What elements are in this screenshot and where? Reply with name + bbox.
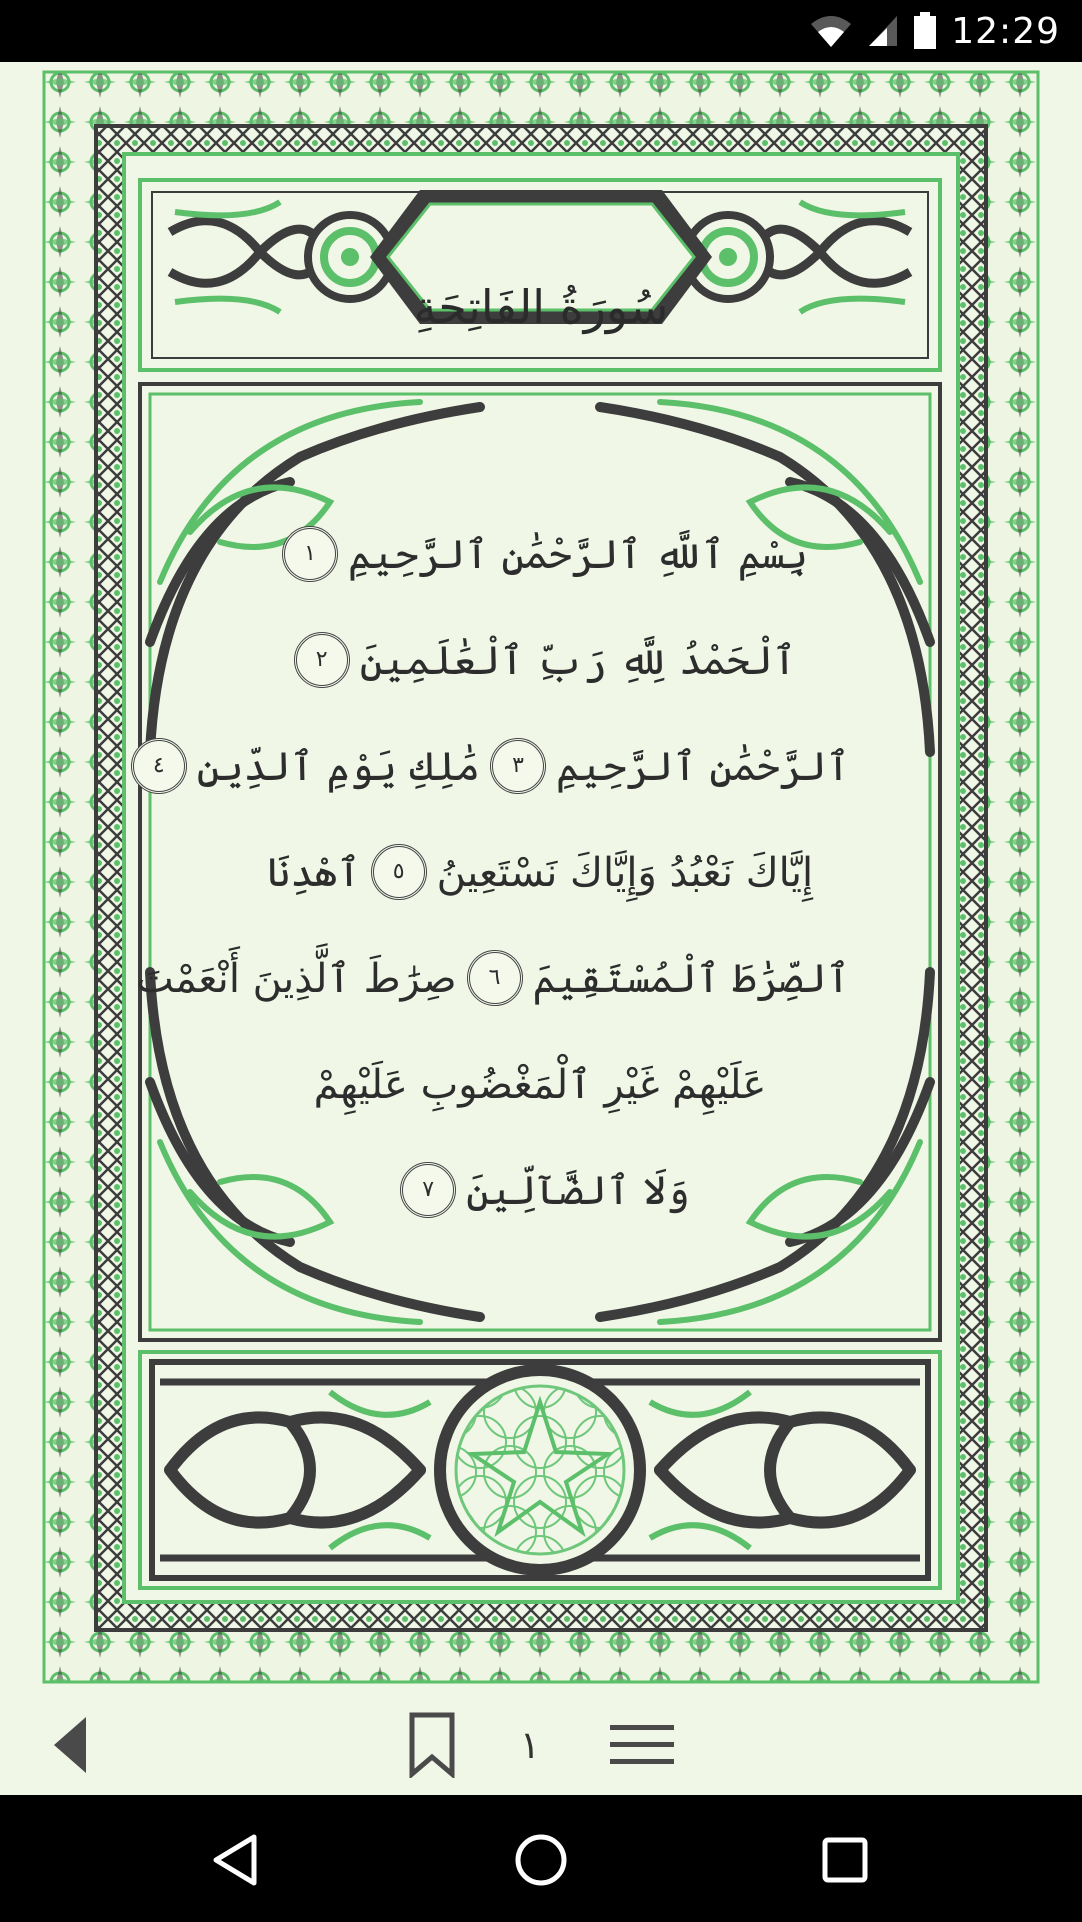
- nav-home-button[interactable]: [506, 1825, 576, 1895]
- surah-title: سُورَةُ الفَاتِحَةِ: [413, 280, 669, 334]
- mushaf-page[interactable]: [0, 62, 1082, 1795]
- page-number: [505, 1709, 555, 1781]
- battery-icon: [913, 12, 937, 50]
- back-button[interactable]: [40, 1709, 100, 1781]
- verse-text: عَلَيْهِمْ غَيْرِ ٱلْمَغْضُوبِ عَلَيْهِمْ: [313, 1062, 767, 1108]
- back-arrow-icon: [50, 1715, 90, 1775]
- verse-line: [230, 502, 850, 608]
- ayah-number-marker: ٧: [400, 1162, 456, 1218]
- bookmark-button[interactable]: [404, 1709, 460, 1781]
- bookmark-icon: [408, 1712, 456, 1778]
- verse-text: بِسْمِ ٱللَّهِ ٱلرَّحْمَٰنِ ٱلرَّحِيمِ: [347, 532, 809, 578]
- verse-text: ٱهْدِنَا: [266, 850, 361, 896]
- verse-text: إِيَّاكَ نَعْبُدُ وَإِيَّاكَ نَسْتَعِينُ: [436, 850, 814, 896]
- status-icons: [809, 8, 1060, 54]
- verse-lines: [135, 502, 850, 1244]
- verse-line: [230, 608, 850, 714]
- verse-text: وَلَا ٱلضَّآلِّينَ: [466, 1168, 690, 1214]
- verse-line: [230, 1138, 850, 1244]
- verse-text: ٱلرَّحْمَٰنِ ٱلرَّحِيمِ: [556, 744, 850, 790]
- wifi-icon: [809, 14, 853, 48]
- nav-home-icon: [513, 1832, 569, 1888]
- nav-recents-icon: [821, 1836, 869, 1884]
- verse-text: ٱلْحَمْدُ لِلَّهِ رَبِّ ٱلْعَٰلَمِينَ: [359, 638, 797, 684]
- status-bar: [0, 0, 1082, 62]
- page-number-label: ١: [519, 1723, 541, 1767]
- verse-text: صِرَٰطَ ٱلَّذِينَ أَنْعَمْتَ: [135, 956, 457, 1002]
- verse-text: مَٰلِكِ يَوْمِ ٱلدِّينِ: [196, 744, 481, 790]
- ayah-number-marker: ٦: [467, 950, 523, 1006]
- reader-toolbar: [0, 1695, 1082, 1795]
- menu-icon: [608, 1723, 676, 1767]
- nav-back-button[interactable]: [200, 1825, 270, 1895]
- ayah-number-marker: ٣: [490, 738, 546, 794]
- verse-line: [230, 1032, 850, 1138]
- ayah-number-marker: ٥: [371, 844, 427, 900]
- verse-line: [230, 820, 850, 926]
- verse-line: [152, 714, 850, 820]
- navigation-bar: [0, 1795, 1082, 1922]
- nav-recents-button[interactable]: [810, 1825, 880, 1895]
- verse-text: ٱلصِّرَٰطَ ٱلْمُسْتَقِيمَ: [532, 956, 850, 1002]
- menu-button[interactable]: [606, 1709, 678, 1781]
- ayah-number-marker: ٤: [131, 738, 187, 794]
- ayah-number-marker: ٢: [294, 632, 350, 688]
- cell-signal-icon: [867, 14, 899, 48]
- nav-back-icon: [210, 1833, 260, 1887]
- verse-line: [135, 926, 850, 1032]
- status-time: 12:29: [951, 10, 1060, 52]
- ayah-number-marker: ١: [282, 526, 338, 582]
